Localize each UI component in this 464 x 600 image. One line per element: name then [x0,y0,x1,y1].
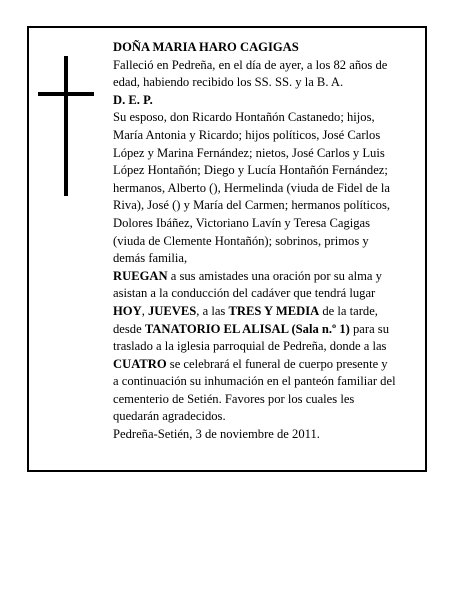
place-date: Pedreña-Setién, 3 de noviembre de 2011. [113,427,320,442]
day-jueves: JUEVES [147,303,197,318]
cross-icon [38,56,94,196]
family-line: Su esposo, don Ricardo Hontañón Castanedo; hijos, [113,110,375,125]
ruegan-line-4: desde TANATORIO EL ALISAL (Sala n.º 1) para su [113,321,390,336]
ruegan-line-9: quedarán agradecidos. [113,409,226,424]
time-cuatro: CUATRO [113,356,167,371]
day-hoy: HOY [113,303,142,318]
ruegan-line-3: HOY, JUEVES, a las TRES Y MEDIA de la tarde, [113,303,378,318]
tanatorio-name: TANATORIO EL ALISAL (Sala n.º 1) [144,321,350,336]
death-line-2: edad, habiendo recibido los SS. SS. y la B. A. [113,75,344,90]
deceased-name: DOÑA MARIA HARO CAGIGAS [113,40,299,54]
family-line: hermanos, Alberto (), Hermelinda (viuda de Fidel de la [113,180,390,195]
time-tres-y-media: TRES Y MEDIA [228,303,320,318]
ruegan-line-7: a continuación su inhumación en el panteón familiar del [113,374,396,389]
ruegan-line-5: traslado a la iglesia parroquial de Pedreña, donde a las [113,339,387,354]
ruegan-keyword: RUEGAN [113,268,168,283]
ruegan-line-8: cementerio de Setién. Favores por los cuales les [113,391,355,406]
family-line: Riva), José () y María del Carmen; hermanos políticos, [113,198,390,213]
ruegan-line-6: CUATRO se celebrará el funeral de cuerpo presente y [113,356,388,371]
ruegan-line-2: asistan a la conducción del cadáver que tendrá lugar [113,286,376,301]
family-line: Dolores Ibáñez, Victoriano Lavín y Teresa Cagigas [113,215,371,230]
dep-line: D. E. P. [113,92,153,107]
family-line: demás familia, [113,251,188,266]
family-line: López Hontañón; Diego y Lucía Hontañón Fernández; [113,163,388,178]
ruegan-line-1: RUEGAN a sus amistades una oración por su alma y [113,268,382,283]
family-line: María Antonia y Ricardo; hijos políticos, José Carlos [113,127,381,142]
family-line: López y Marina Fernández; nietos, José Carlos y Luis [113,145,385,160]
death-line-1: Falleció en Pedreña, en el día de ayer, a los 82 años de [113,57,388,72]
family-line: (viuda de Clemente Hontañón); sobrinos, primos y [113,233,369,248]
obituary-text [113,39,423,444]
